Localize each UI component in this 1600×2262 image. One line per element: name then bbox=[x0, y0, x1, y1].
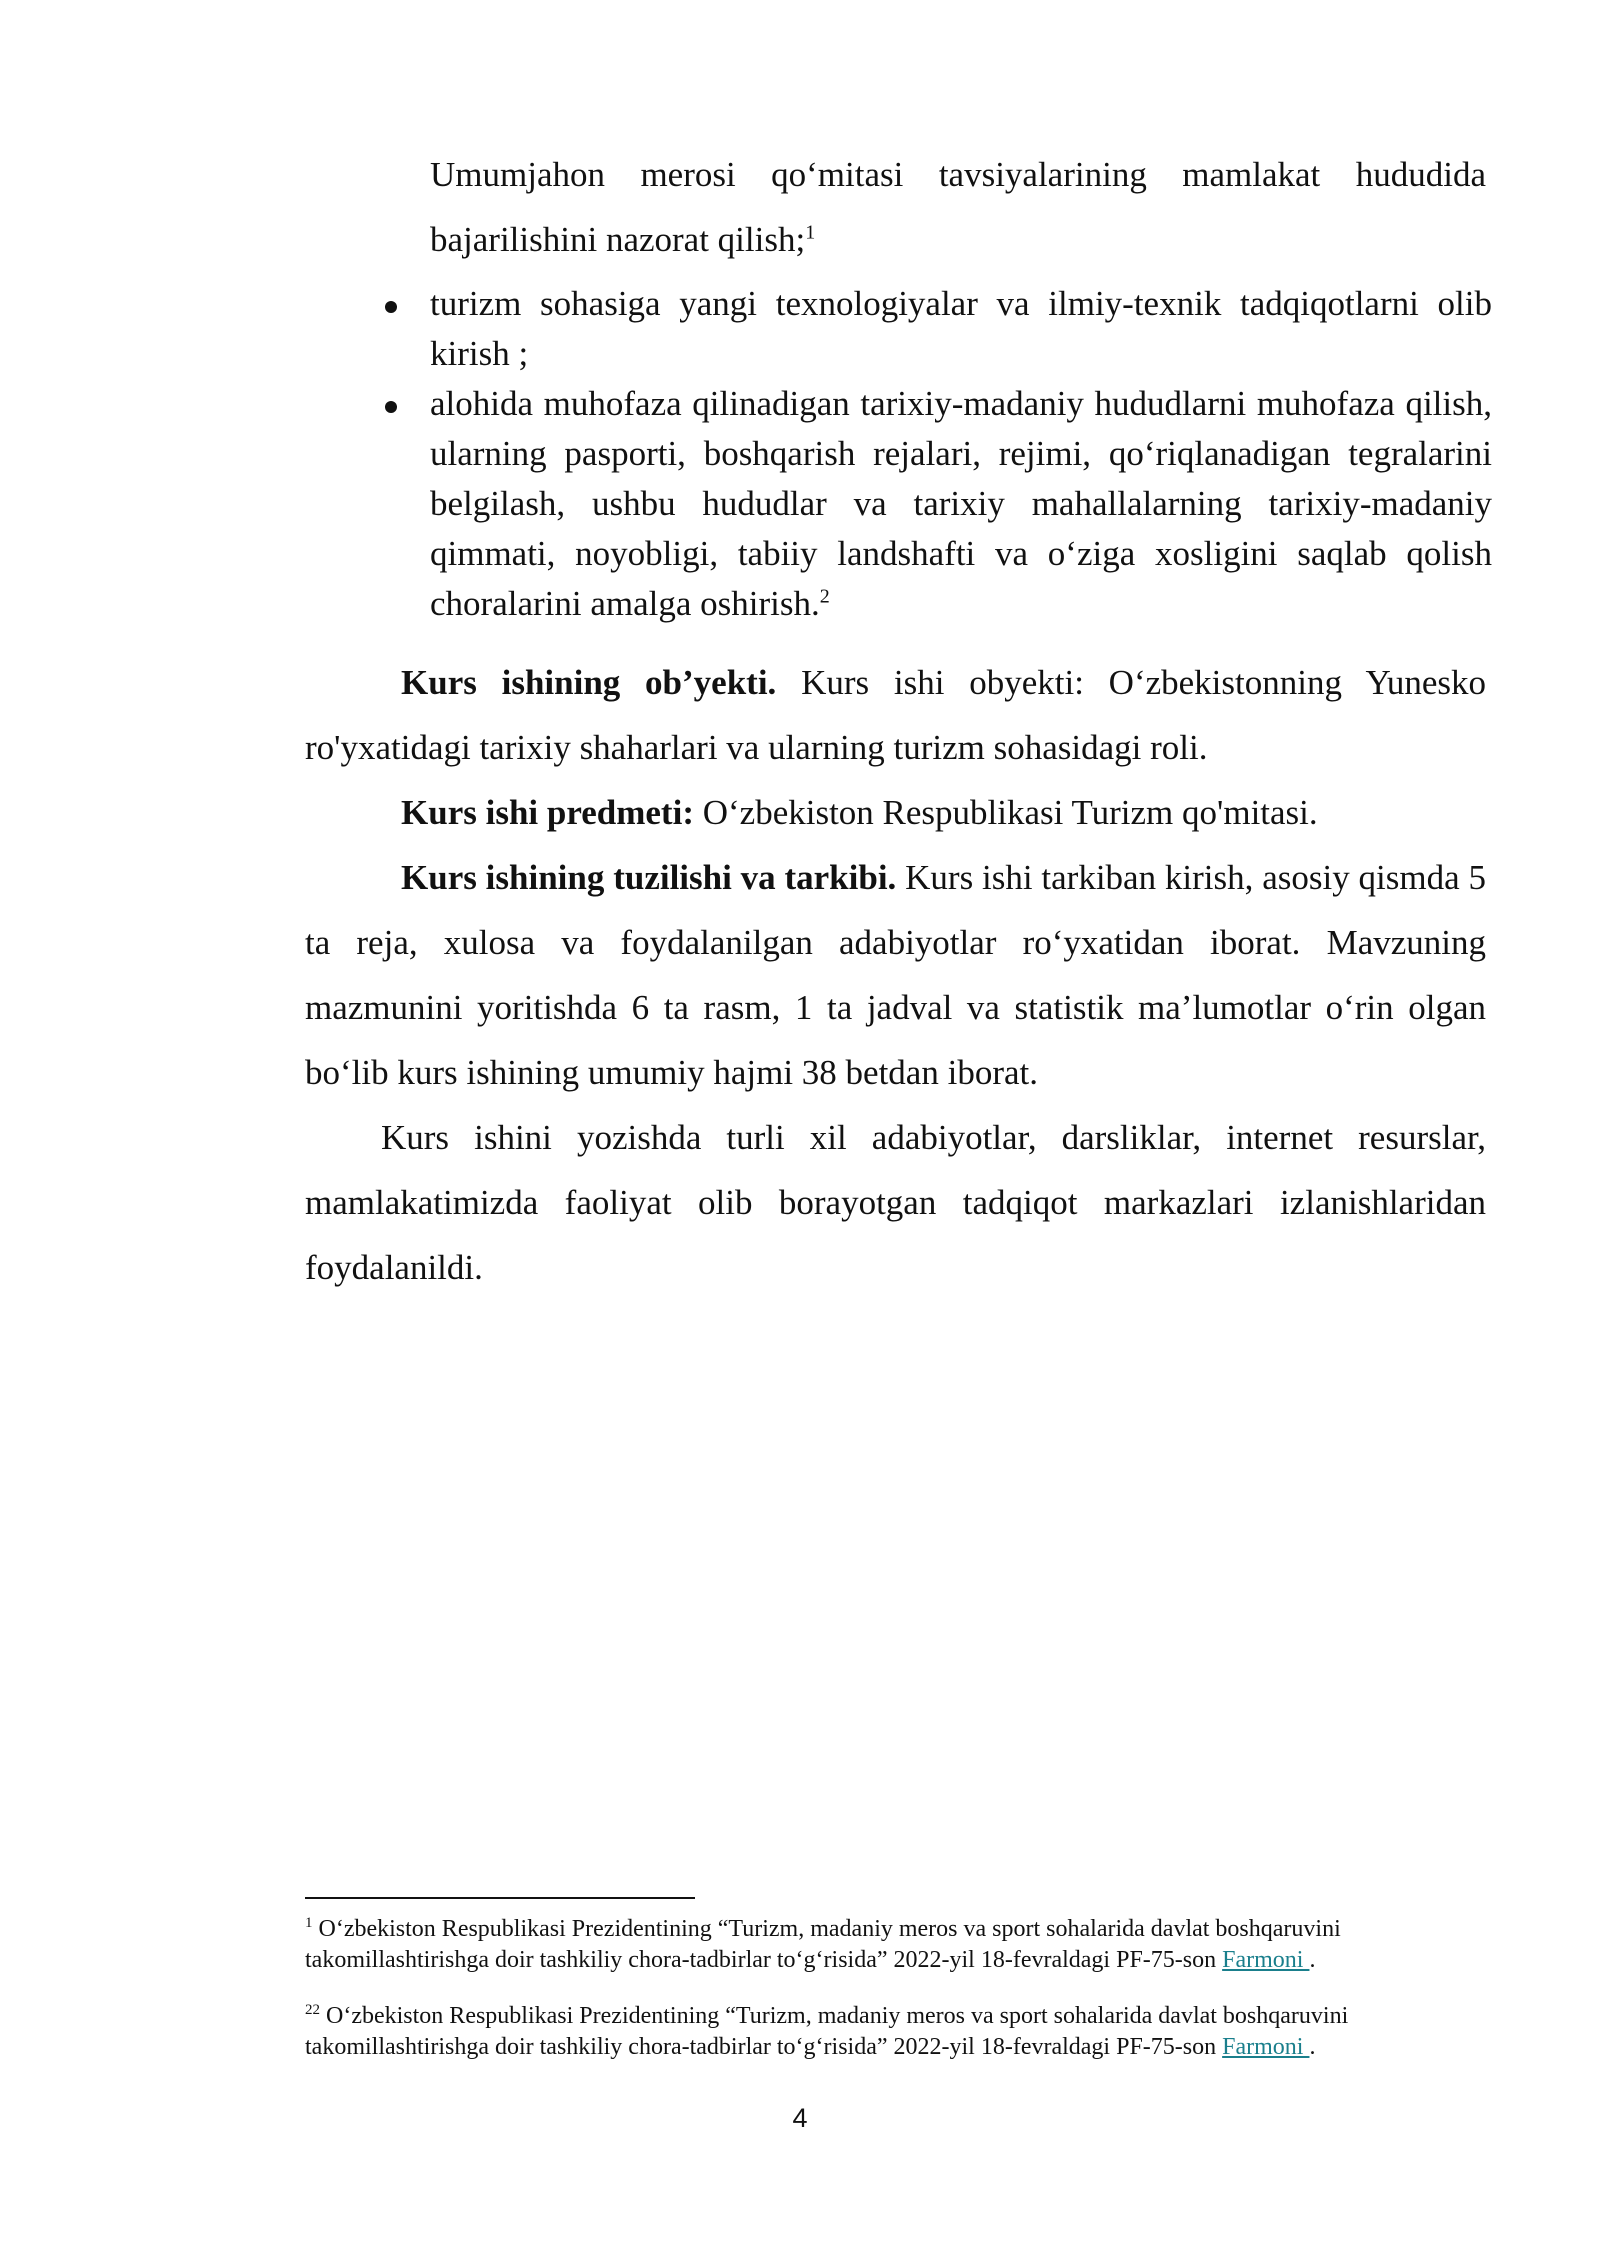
bullet-list bbox=[430, 279, 1492, 629]
list-item-text: turizm sohasiga yangi texnologiyalar va ilmiy-texnik tadqiqotlarni olib kirish ; bbox=[430, 284, 1492, 373]
footnote bbox=[305, 2001, 1490, 2063]
list-item bbox=[430, 279, 1492, 379]
paragraph-text: Kurs ishi tarkiban kirish, asosiy qismda 5 ta reja, xulosa va foydalanilgan adabiyotlar ro‘yxatidan iborat. Mavzuning mazmunini yoritishda 6 ta rasm, 1 ta jadval va statistik ma’lumotlar o‘rin olgan bo‘lib kurs ishining umumiy hajmi 38 betdan iborat. bbox=[305, 858, 1486, 1092]
paragraph-label: Kurs ishining tuzilishi va tarkibi. bbox=[401, 858, 897, 897]
paragraph-label: Kurs ishi predmeti: bbox=[401, 793, 694, 832]
list-item-text: alohida muhofaza qilinadigan tarixiy-madaniy hududlarni muhofaza qilish, ularning pasporti, boshqarish rejalari, rejimi, qo‘riqlanadigan tegralarini belgilash, ushbu hududlar va tarixiy mahallalarning tarixiy-madaniy qimmati, noyobligi, tabiiy landshafti va o‘ziga xosligini saqlab qolish choralarini amalga oshirish. bbox=[430, 384, 1492, 623]
paragraph-object bbox=[305, 650, 1486, 780]
paragraph-sources bbox=[305, 1105, 1486, 1300]
paragraph-label: Kurs ishining ob’yekti. bbox=[401, 663, 777, 702]
footnote bbox=[305, 1914, 1490, 1976]
footnote-ref[interactable]: 2 bbox=[819, 585, 830, 608]
footnotes bbox=[305, 1914, 1490, 2063]
footnote-mark: 22 bbox=[305, 2002, 320, 2018]
paragraph-text: O‘zbekiston Respublikasi Turizm qo'mitasi. bbox=[693, 793, 1318, 832]
footnote-text: O‘zbekiston Respublikasi Prezidentining “Turizm, madaniy meros va sport sohalarida davlat boshqaruvini takomillashtirishga doir tashkiliy chora-tadbirlar to‘g‘risida” 2022-yil 18-fevraldagi PF-75-son bbox=[305, 2003, 1349, 2060]
paragraph-text: Kurs ishini yozishda turli xil adabiyotlar, darsliklar, internet resurslar, mamlakatimizda faoliyat olib borayotgan tadqiqot markazlari izlanishlaridan foydalanildi. bbox=[305, 1118, 1486, 1287]
paragraph-text: Kurs ishi obyekti: O‘zbekistonning Yunesko ro'yxatidagi tarixiy shaharlari va ularning turizm sohasidagi roli. bbox=[305, 663, 1486, 767]
list-item bbox=[430, 379, 1492, 629]
footnote-mark: 1 bbox=[305, 1915, 313, 1931]
bullet-dot-icon bbox=[385, 301, 397, 313]
body-text bbox=[305, 650, 1486, 1300]
footnote-link[interactable]: Farmoni bbox=[1222, 1947, 1310, 1973]
footnote-text: O‘zbekiston Respublikasi Prezidentining “Turizm, madaniy meros va sport sohalarida davlat boshqaruvini takomillashtirishga doir tashkiliy chora-tadbirlar to‘g‘risida” 2022-yil 18-fevraldagi PF-75-son bbox=[305, 1916, 1341, 1973]
footnote-link[interactable]: Farmoni bbox=[1222, 2034, 1310, 2060]
footnote-end: . bbox=[1309, 2034, 1316, 2060]
bullet-dot-icon bbox=[385, 401, 397, 413]
page-number: 4 bbox=[792, 2103, 808, 2133]
list-item-text: Umumjahon merosi qo‘mitasi tavsiyalarining mamlakat hududida bajarilishini nazorat qilish; bbox=[430, 155, 1486, 259]
footnote-separator bbox=[305, 1897, 695, 1899]
footnote-ref[interactable]: 1 bbox=[805, 221, 816, 244]
footnote-end: . bbox=[1309, 1947, 1316, 1973]
list-item-continuation bbox=[430, 142, 1486, 272]
paragraph-subject bbox=[305, 780, 1486, 845]
paragraph-structure bbox=[305, 845, 1486, 1105]
